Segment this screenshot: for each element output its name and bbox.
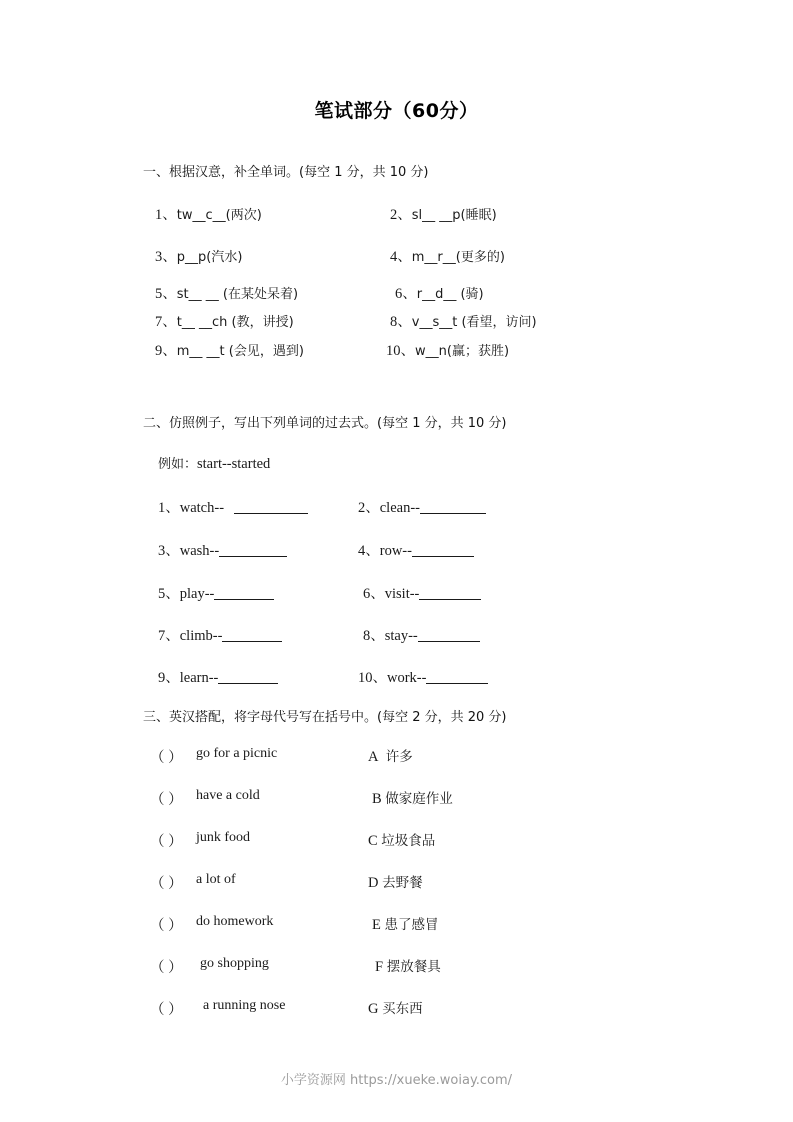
fill-item-5 [155,282,298,303]
section-two-heading [143,412,507,431]
verb-item-2-word: clean-- [379,500,420,516]
match-answer-box-2[interactable]: （ ） [150,792,183,808]
verb-item-1-num: 1、 [158,500,180,516]
verb-item-9 [158,666,278,687]
verb-item-5-word: play-- [179,586,215,602]
verb-item-6-num: 6、 [363,586,385,602]
match-english-1: go for a picnic [196,746,278,761]
section-one-heading-text: 一、根据汉意，补全单词。 [143,165,300,180]
verb-item-7-num: 7、 [158,628,180,644]
verb-item-10-answer-blank[interactable] [426,670,488,684]
verb-item-3-answer-blank[interactable] [219,543,287,557]
match-option-g-letter: G [368,1001,379,1017]
fill-item-8-num: 8、 [390,314,412,330]
match-answer-box-6[interactable]: （ ） [150,960,183,976]
match-option-d [368,871,423,892]
match-english-3: junk food [196,830,251,845]
match-english-6: go shopping [200,956,269,971]
fill-item-1 [155,203,262,224]
verb-item-5-num: 5、 [158,586,180,602]
match-option-f-letter: F [375,959,384,975]
example-value: start--started [197,456,271,472]
section-one-heading [143,161,429,180]
match-english-4: a lot of [196,872,236,887]
match-option-b-letter: B [372,791,382,807]
fill-item-6-text: r__d__ (骑) [416,287,484,302]
verb-item-7-word: climb-- [179,628,223,644]
verb-item-2-answer-blank[interactable] [420,500,486,514]
fill-item-1-text: tw__c__(两次) [176,208,262,223]
fill-item-9-num: 9、 [155,343,177,359]
fill-item-5-text: st__ __ (在某处呆着) [176,287,299,302]
fill-item-5-num: 5、 [155,286,177,302]
match-option-e-letter: E [372,917,381,933]
match-english-7: a running nose [203,998,286,1013]
verb-item-9-answer-blank[interactable] [218,670,278,684]
match-option-c [368,829,435,850]
verb-item-6-answer-blank[interactable] [419,586,481,600]
verb-item-7 [158,624,282,645]
match-option-c-chinese: 垃圾食品 [381,833,436,849]
fill-item-1-num: 1、 [155,207,177,223]
verb-item-6 [363,582,481,603]
match-option-g-chinese: 买东西 [382,1001,423,1017]
verb-item-4 [358,539,474,560]
verb-item-4-num: 4、 [358,543,380,559]
verb-item-9-word: learn-- [179,670,219,686]
fill-item-7-text: t__ __ch (教，讲授) [176,315,294,330]
fill-item-7-num: 7、 [155,314,177,330]
fill-item-10-num: 10、 [386,343,415,359]
fill-item-4 [390,245,505,266]
fill-item-4-text: m__r__(更多的) [411,250,505,265]
fill-item-8 [390,310,537,331]
verb-item-4-answer-blank[interactable] [412,543,474,557]
fill-item-10 [386,339,509,360]
verb-item-3-word: wash-- [179,543,220,559]
verb-item-10-num: 10、 [358,670,387,686]
verb-item-8 [363,624,480,645]
page-title: 笔试部分（60分） [314,100,479,122]
match-option-a [368,745,413,766]
verb-item-6-word: visit-- [384,586,420,602]
match-english-2: have a cold [196,788,260,803]
site-watermark: 小学资源网 https://xueke.woiay.com/ [280,1073,513,1088]
match-option-d-letter: D [368,875,379,891]
verb-item-10 [358,666,488,687]
match-option-g [368,997,423,1018]
match-english-5: do homework [196,914,274,929]
match-option-f [375,955,441,976]
section-three-points: (每空 2 分，共 20 分) [377,710,507,725]
section-two-example [158,453,270,473]
fill-item-6-num: 6、 [395,286,417,302]
match-answer-box-3[interactable]: （ ） [150,834,183,850]
verb-item-1-gap [224,501,234,514]
section-two-heading-text: 二、仿照例子，写出下列单词的过去式。 [143,416,378,431]
verb-item-3-num: 3、 [158,543,180,559]
verb-item-10-word: work-- [387,670,427,686]
example-label: 例如： [158,457,198,472]
match-option-f-chinese: 摆放餐具 [386,959,441,975]
verb-item-3 [158,539,287,560]
verb-item-8-num: 8、 [363,628,385,644]
match-answer-box-5[interactable]: （ ） [150,918,183,934]
fill-item-3-text: p__p(汽水) [176,250,243,265]
verb-item-2 [358,496,486,517]
verb-item-1-answer-blank[interactable] [234,500,308,514]
match-option-d-chinese: 去野餐 [382,875,423,891]
fill-item-2-num: 2、 [390,207,412,223]
verb-item-9-num: 9、 [158,670,180,686]
section-two-points: (每空 1 分，共 10 分) [377,416,507,431]
match-option-c-letter: C [368,833,378,849]
match-answer-box-7[interactable]: （ ） [150,1002,183,1018]
verb-item-8-answer-blank[interactable] [418,628,480,642]
verb-item-8-word: stay-- [384,628,418,644]
verb-item-5-answer-blank[interactable] [214,586,274,600]
verb-item-1 [158,496,308,517]
fill-item-4-num: 4、 [390,249,412,265]
match-answer-box-1[interactable]: （ ） [150,750,183,766]
verb-item-1-word: watch-- [179,500,225,516]
section-three-heading [143,706,507,725]
verb-item-4-word: row-- [379,543,412,559]
fill-item-9 [155,339,304,360]
verb-item-7-answer-blank[interactable] [222,628,282,642]
fill-item-6 [395,282,484,303]
match-option-e [372,913,438,934]
fill-item-7 [155,310,294,331]
section-one-points: (每空 1 分，共 10 分) [299,165,429,180]
fill-item-8-text: v__s__t (看望，访问) [411,315,537,330]
verb-item-2-num: 2、 [358,500,380,516]
fill-item-2 [390,203,497,224]
section-three-heading-text: 三、英汉搭配，将字母代号写在括号中。 [143,710,378,725]
match-option-b [372,787,453,808]
match-option-a-letter: A [368,749,379,765]
fill-item-3-num: 3、 [155,249,177,265]
fill-item-10-text: w__n(赢；获胜) [415,344,510,359]
match-option-b-chinese: 做家庭作业 [385,791,453,807]
verb-item-5 [158,582,274,603]
fill-item-9-text: m__ __t (会见，遇到) [176,344,304,359]
match-option-a-chinese: 许多 [385,749,413,765]
fill-item-3 [155,245,242,266]
match-answer-box-4[interactable]: （ ） [150,876,183,892]
fill-item-2-text: sl__ __p(睡眠) [411,208,497,223]
match-option-e-chinese: 患了感冒 [384,917,439,933]
